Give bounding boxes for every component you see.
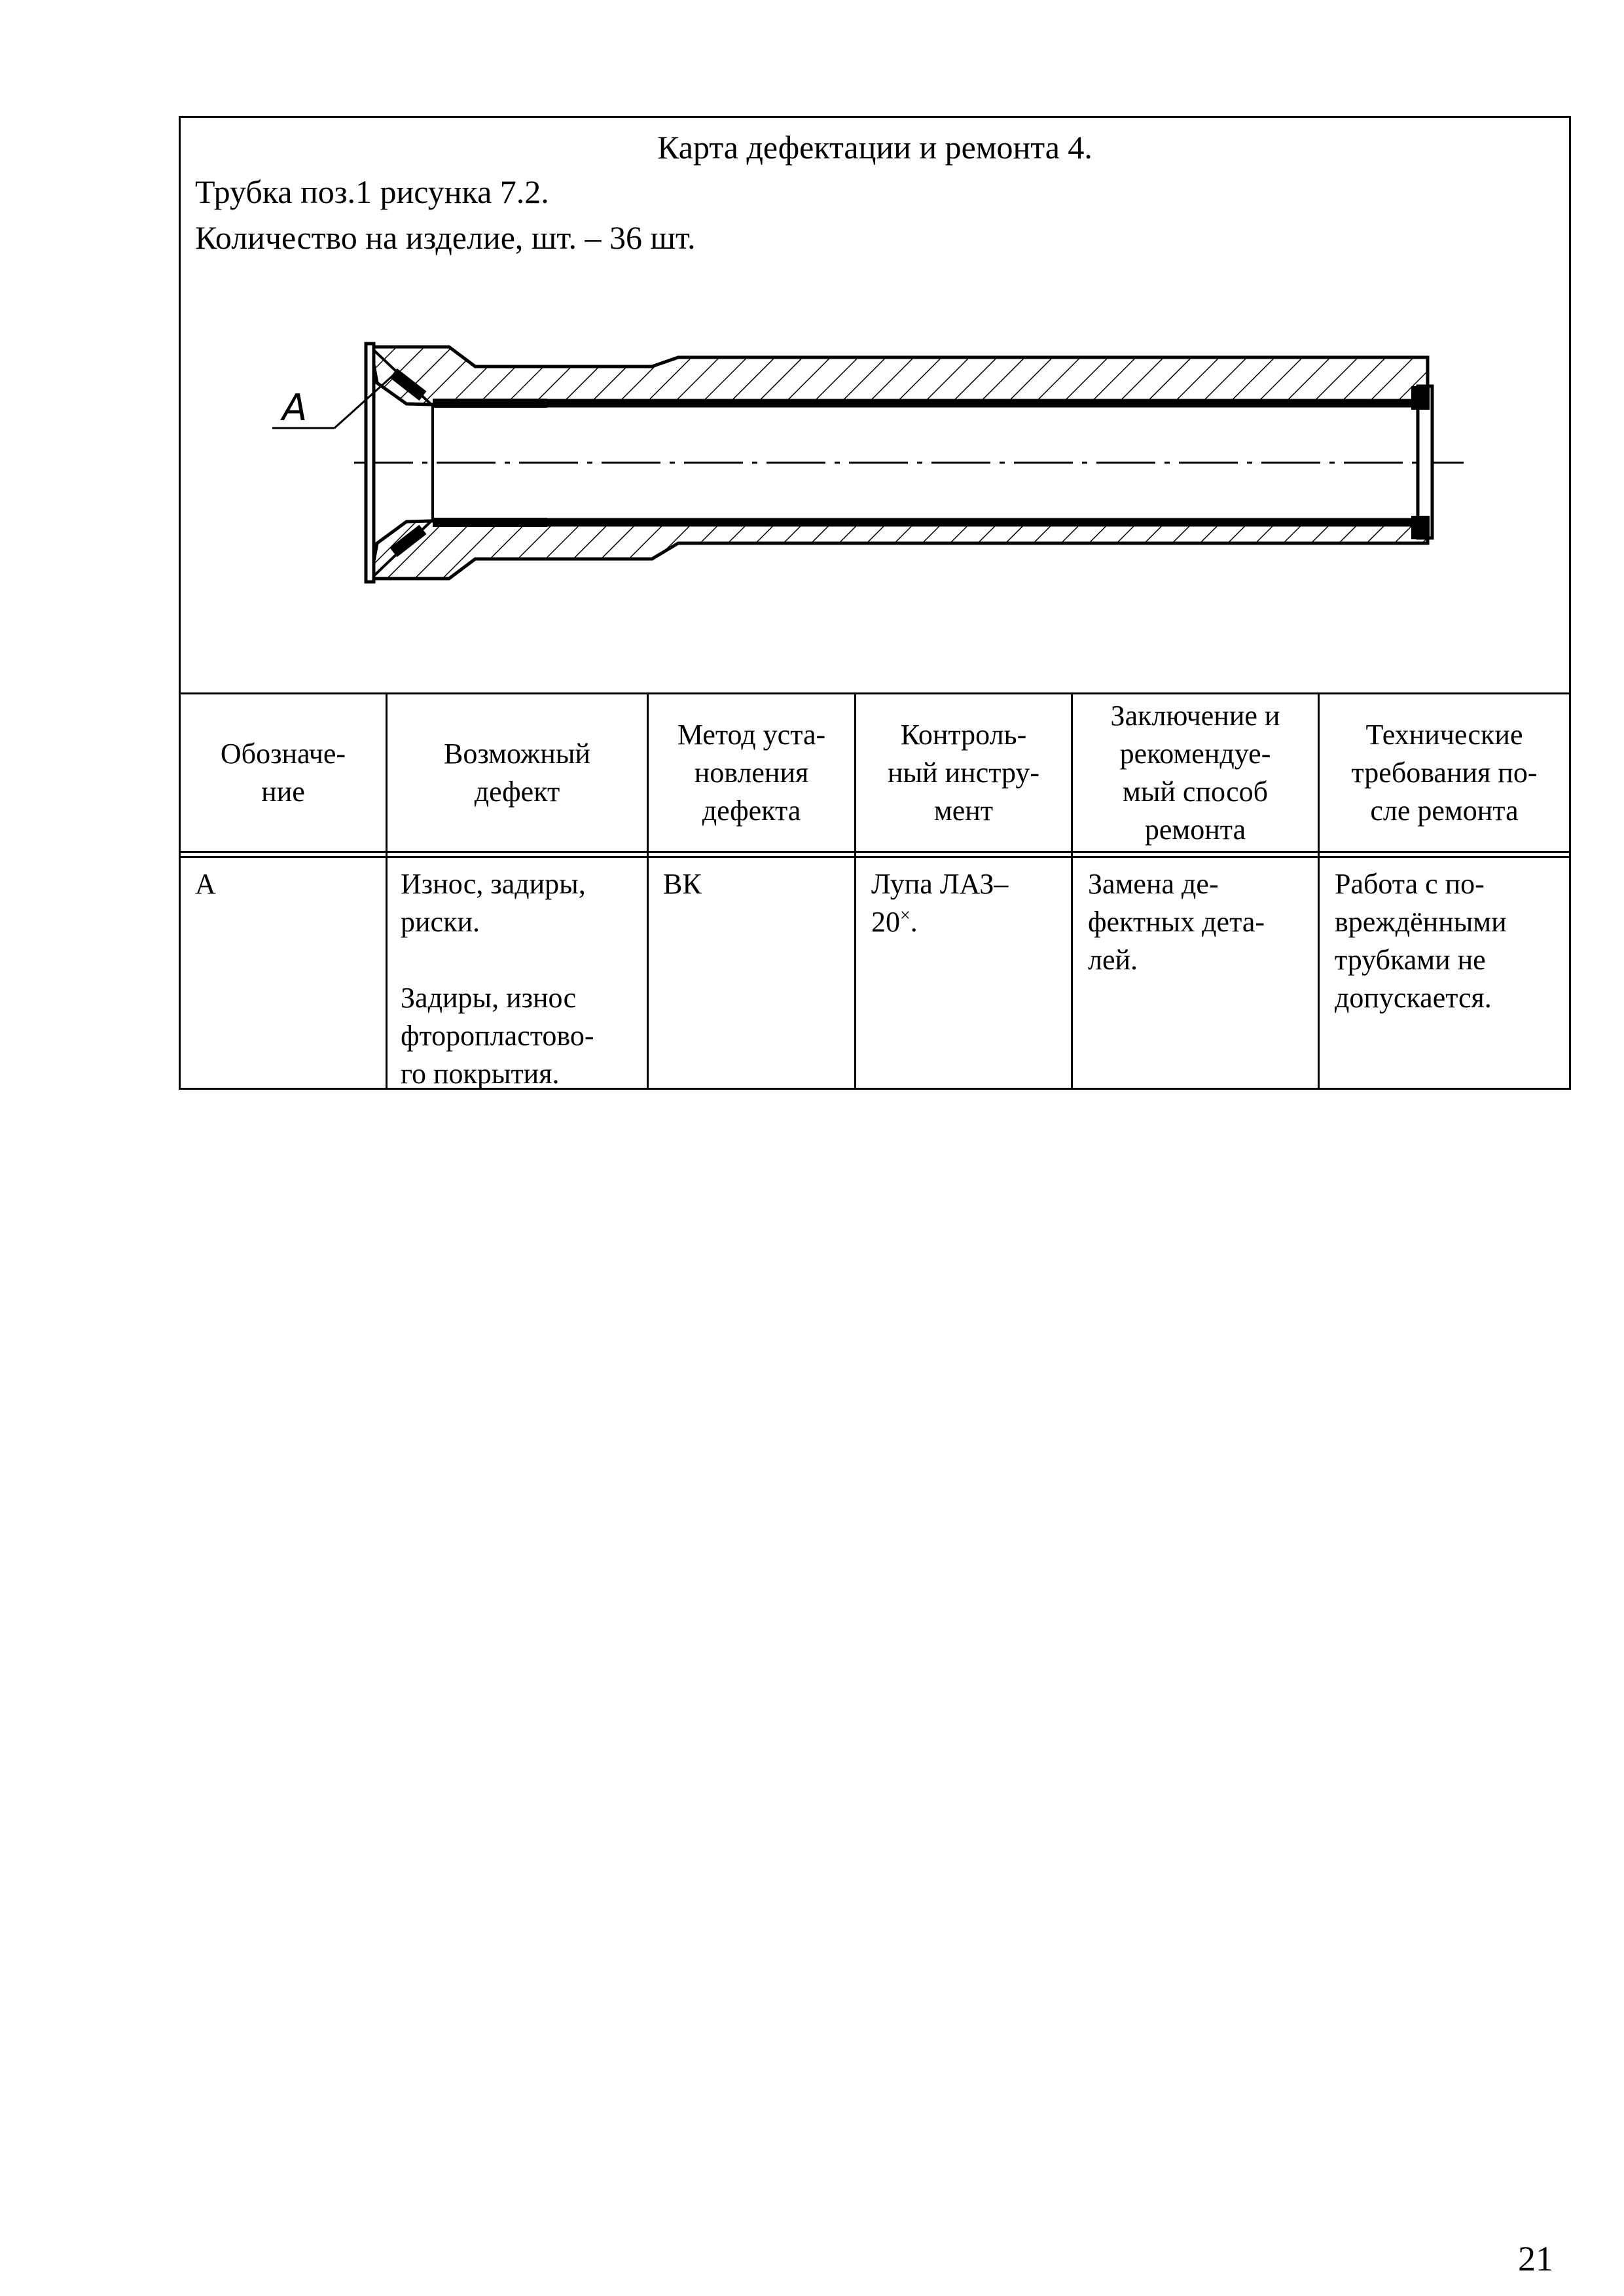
cell-defect: Износ, задиры, риски. Задиры, износ фторопластово- го покрытия.	[401, 868, 594, 1090]
cell-designation: А	[195, 868, 216, 900]
header-method: Метод уста- новления дефекта	[677, 718, 826, 827]
lower-wall	[370, 521, 1428, 579]
cell-tool	[871, 865, 1068, 941]
tool-magnification-sup: ×	[900, 905, 911, 926]
defect-table	[181, 692, 1569, 1088]
tool-text: Лупа ЛАЗ– 20	[871, 868, 1009, 938]
header-defect: Возможный дефект	[444, 737, 590, 808]
defect-card	[179, 116, 1571, 1090]
cell-method: ВК	[663, 868, 702, 900]
header-designation: Обозначе- ние	[220, 737, 346, 808]
page-number: 21	[1518, 2239, 1553, 2278]
tube-drawing	[181, 118, 1569, 692]
card-title: Карта дефектации и ремонта 4.	[657, 129, 1092, 166]
quantity-line: Количество на изделие, шт. – 36 шт.	[195, 219, 696, 256]
header-tool: Контроль- ный инстру- мент	[887, 718, 1040, 827]
drawing-label-a: А	[282, 387, 308, 429]
cell-conclusion: Замена де- фектных дета- лей.	[1088, 868, 1265, 976]
part-line: Трубка поз.1 рисунка 7.2.	[195, 173, 549, 210]
tool-tail: .	[910, 906, 918, 938]
upper-wall	[370, 347, 1428, 404]
header-requirements: Технические требования по- сле ремонта	[1351, 718, 1538, 827]
header-conclusion: Заключение и рекомендуе- мый способ ремонта	[1110, 699, 1280, 846]
flange-face	[366, 344, 374, 582]
cell-requirements: Работа с по- вреждёнными трубками не допускается.	[1335, 868, 1507, 1014]
